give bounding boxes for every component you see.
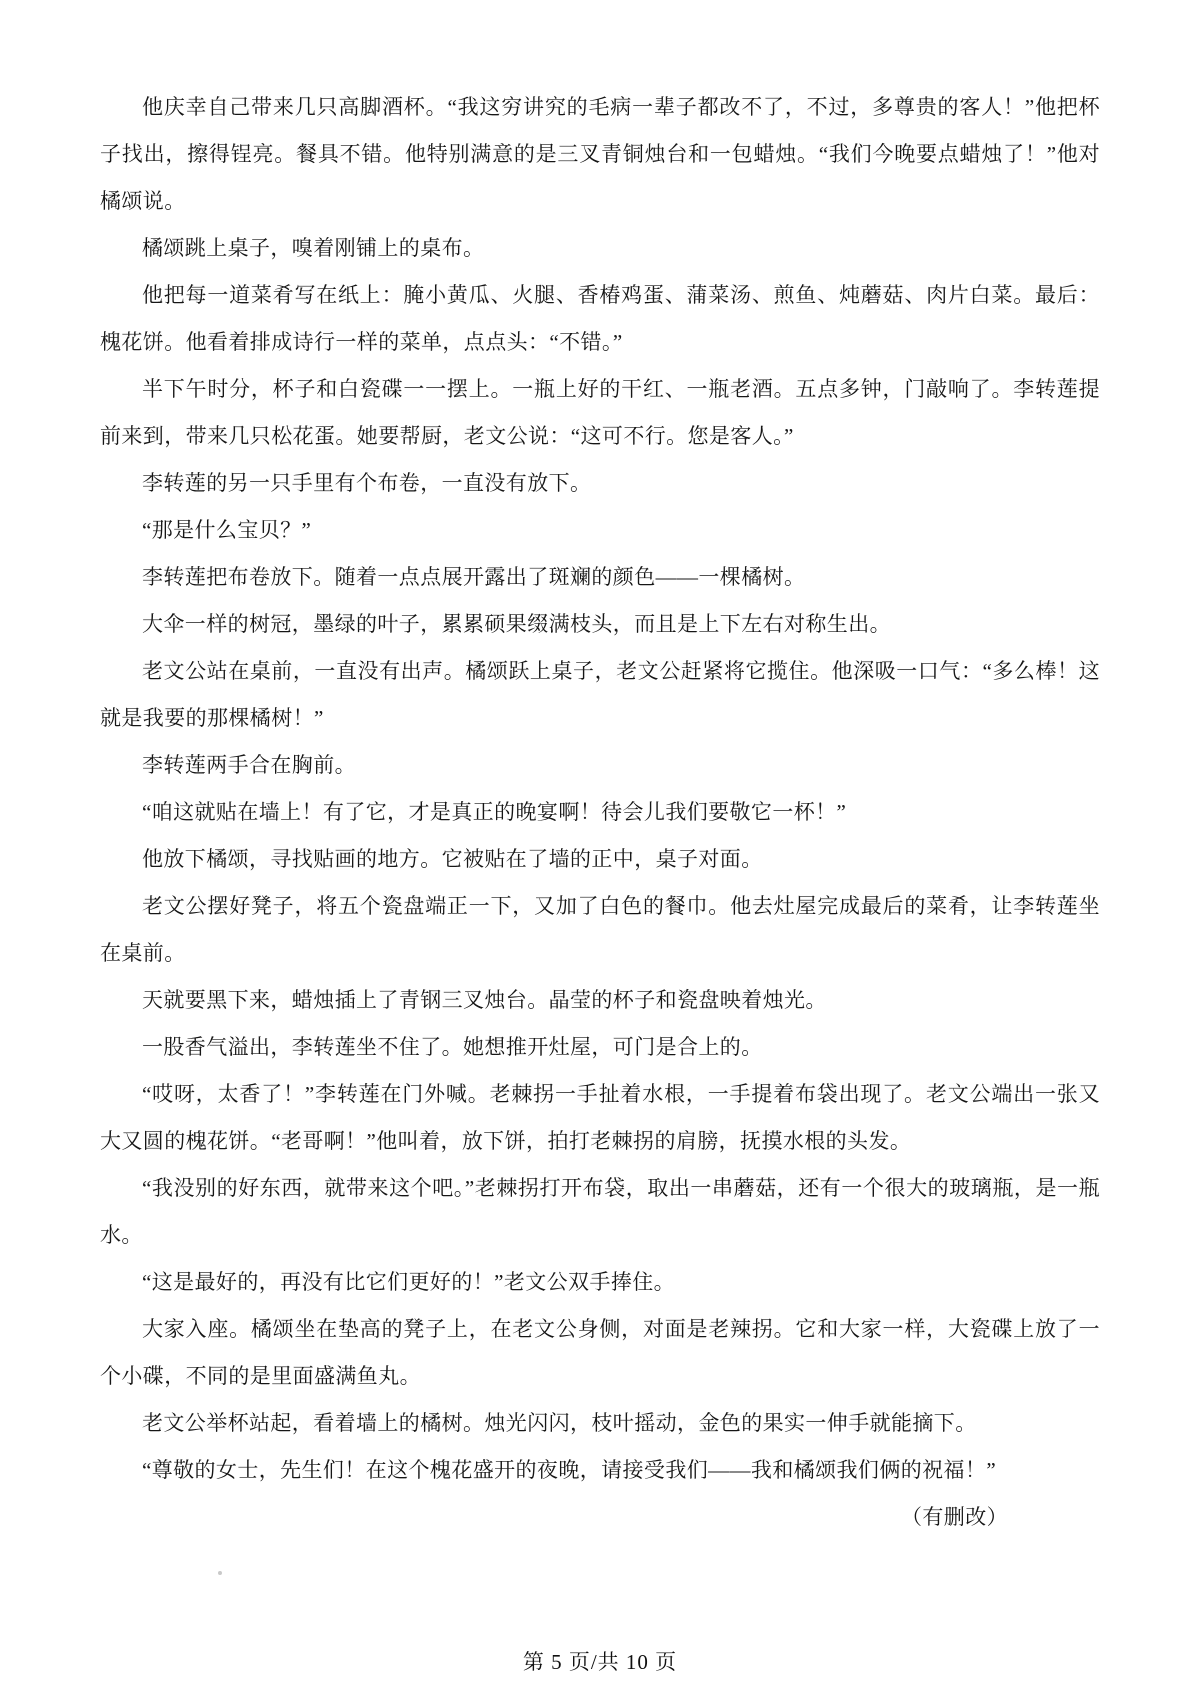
paragraph: 李转莲的另一只手里有个布卷，一直没有放下。 (142, 471, 592, 495)
attribution-note: （有删改） (901, 1505, 1008, 1529)
paragraph: “那是什么宝贝？” (142, 518, 312, 542)
paragraph: 天就要黑下来，蜡烛插上了青钢三叉烛台。晶莹的杯子和瓷盘映着烛光。 (142, 988, 827, 1012)
paragraph: 他放下橘颂，寻找贴画的地方。它被贴在了墙的正中，桌子对面。 (142, 847, 763, 871)
paragraph: 老文公举杯站起，看着墙上的橘树。烛光闪闪，枝叶摇动，金色的果实一伸手就能摘下。 (142, 1411, 977, 1435)
paragraph: 老文公摆好凳子，将五个瓷盘端正一下，又加了白色的餐巾。他去灶屋完成最后的菜肴，让李转莲坐在桌前。 (100, 894, 1100, 965)
paragraph: 橘颂跳上桌子，嗅着刚铺上的桌布。 (142, 236, 485, 260)
paragraph: 李转莲两手合在胸前。 (142, 753, 356, 777)
paragraph: 大伞一样的树冠，墨绿的叶子，累累硕果缀满枝头，而且是上下左右对称生出。 (142, 612, 891, 636)
paragraph: 他把每一道菜肴写在纸上：腌小黄瓜、火腿、香椿鸡蛋、蒲菜汤、煎鱼、炖蘑菇、肉片白菜。最后：槐花饼。他看着排成诗行一样的菜单，点点头：“不错。” (100, 283, 1100, 354)
paragraph: 他庆幸自己带来几只高脚酒杯。“我这穷讲究的毛病一辈子都改不了，不过，多尊贵的客人！”他把杯子找出，擦得锃亮。餐具不错。他特别满意的是三叉青铜烛台和一包蜡烛。“我们今晚要点蜡烛了！”他对橘颂说。 (100, 95, 1100, 213)
paragraph: 一股香气溢出，李转莲坐不住了。她想推开灶屋，可门是合上的。 (142, 1035, 763, 1059)
passage-body (100, 84, 1100, 1541)
paragraph: “我没别的好东西，就带来这个吧。”老棘拐打开布袋，取出一串蘑菇，还有一个很大的玻璃瓶，是一瓶水。 (100, 1176, 1100, 1247)
page-number-footer: 第 5 页/共 10 页 (522, 1650, 678, 1674)
paragraph: 半下午时分，杯子和白瓷碟一一摆上。一瓶上好的干红、一瓶老酒。五点多钟，门敲响了。李转莲提前来到，带来几只松花蛋。她要帮厨，老文公说：“这可不行。您是客人。” (100, 377, 1100, 448)
paragraph: “尊敬的女士，先生们！在这个槐花盛开的夜晚，请接受我们——我和橘颂我们俩的祝福！” (142, 1458, 997, 1482)
paragraph: 大家入座。橘颂坐在垫高的凳子上，在老文公身侧，对面是老辣拐。它和大家一样，大瓷碟上放了一个小碟，不同的是里面盛满鱼丸。 (100, 1317, 1100, 1388)
paragraph: 李转莲把布卷放下。随着一点点展开露出了斑斓的颜色——一棵橘树。 (142, 565, 806, 589)
paragraph: “咱这就贴在墙上！有了它，才是真正的晚宴啊！待会儿我们要敬它一杯！” (142, 800, 847, 824)
paragraph: 老文公站在桌前，一直没有出声。橘颂跃上桌子，老文公赶紧将它揽住。他深吸一口气：“多么棒！这就是我要的那棵橘树！” (100, 659, 1100, 730)
paragraph: “这是最好的，再没有比它们更好的！”老文公双手捧住。 (142, 1270, 676, 1294)
paragraph: “哎呀，太香了！”李转莲在门外喊。老棘拐一手扯着水根，一手提着布袋出现了。老文公端出一张又大又圆的槐花饼。“老哥啊！”他叫着，放下饼，拍打老棘拐的肩膀，抚摸水根的头发。 (100, 1082, 1100, 1153)
scan-artifact-dot (218, 1571, 222, 1575)
